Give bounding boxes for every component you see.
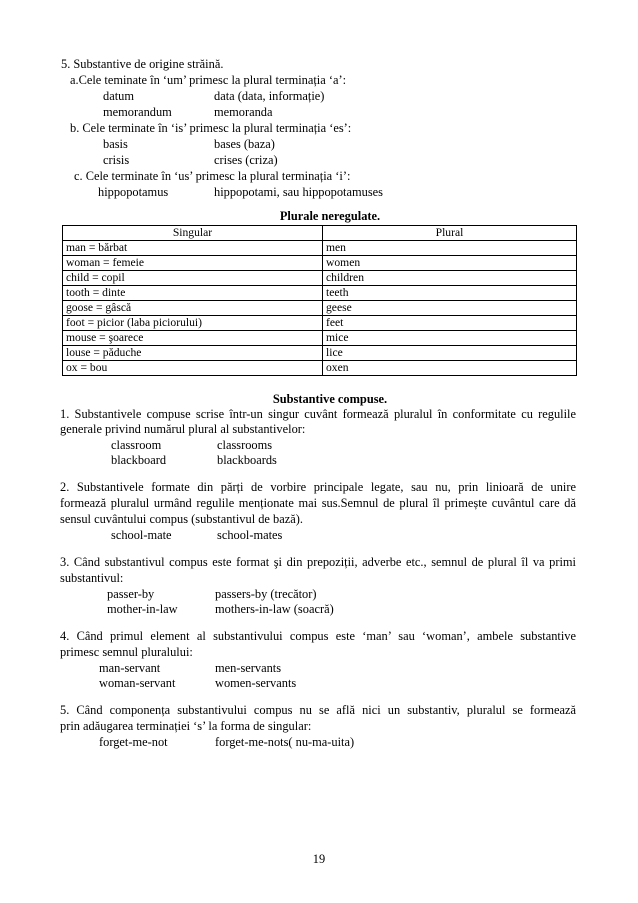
example-plural: bases (baza) <box>214 137 275 151</box>
subsection-b-title: b. Cele terminate în ‘is’ primesc la plural terminația ‘es’: <box>70 121 352 135</box>
table-row <box>63 301 577 316</box>
paragraph-4-line: 4. Când primul element al substantivului compus este ‘man’ sau ‘woman’, ambele substantive <box>60 629 576 643</box>
example-plural: men-servants <box>215 661 282 675</box>
cell-singular: goose = gâscă <box>63 301 323 316</box>
example-plural: women-servants <box>215 676 297 690</box>
cell-singular: tooth = dinte <box>63 286 323 301</box>
table-row <box>63 346 577 361</box>
example-plural: crises (criza) <box>214 153 278 167</box>
header-plural: Plural <box>323 226 577 241</box>
cell-plural: oxen <box>323 361 577 376</box>
example-singular: school-mate <box>111 528 172 542</box>
irregular-title: Plurale neregulate. <box>279 209 381 223</box>
paragraph-3-line: substantivul: <box>60 571 124 585</box>
example-plural: passers-by (trecător) <box>215 587 317 601</box>
example-plural: school-mates <box>217 528 283 542</box>
table-row <box>63 271 577 286</box>
page-number: 19 <box>312 852 326 866</box>
subsection-c-title: c. Cele terminate în ‘us’ primesc la plural terminația ‘i’: <box>74 169 351 183</box>
header-singular: Singular <box>63 226 323 241</box>
example-singular: woman-servant <box>99 676 176 690</box>
cell-plural: lice <box>323 346 577 361</box>
table-row <box>63 361 577 376</box>
cell-singular: foot = picior (laba piciorului) <box>63 316 323 331</box>
table-row <box>63 316 577 331</box>
cell-singular: man = bărbat <box>63 241 323 256</box>
paragraph-1-line: generale privind numărul plural al substantivelor: <box>60 422 306 436</box>
irregular-plurals-table <box>62 225 577 376</box>
paragraph-2-line: formează pluralul urmând regulile menționate mai sus.Semnul de plural îl primește cuvântul care dă <box>60 496 576 510</box>
cell-plural: feet <box>323 316 577 331</box>
cell-plural: geese <box>323 301 577 316</box>
cell-singular: woman = femeie <box>63 256 323 271</box>
table-row <box>63 286 577 301</box>
example-singular: classroom <box>111 438 162 452</box>
example-plural: hippopotami, sau hippopotamuses <box>214 185 383 199</box>
paragraph-5-line: prin adăugarea terminației ‘s’ la forma de singular: <box>60 719 312 733</box>
example-singular: passer-by <box>107 587 155 601</box>
paragraph-5-line: 5. Când componența substantivului compus nu se află nici un substantiv, pluralul se formează <box>60 703 576 717</box>
example-plural: classrooms <box>217 438 273 452</box>
example-singular: hippopotamus <box>98 185 169 199</box>
example-singular: memorandum <box>103 105 172 119</box>
table-row <box>63 241 577 256</box>
paragraph-2-line: sensul cuvântului compus (substantivul de bază). <box>60 512 303 526</box>
example-singular: mother-in-law <box>107 602 178 616</box>
example-singular: crisis <box>103 153 130 167</box>
cell-plural: teeth <box>323 286 577 301</box>
paragraph-4-line: primesc semnul pluralului: <box>60 645 193 659</box>
compound-title: Substantive compuse. <box>272 392 388 406</box>
example-plural: mothers-in-law (soacră) <box>215 602 334 616</box>
paragraph-3-line: 3. Când substantivul compus este format şi din prepoziții, adverbe etc., semnul de plural îl va primi <box>60 555 576 569</box>
table-row <box>63 256 577 271</box>
cell-singular: louse = păduche <box>63 346 323 361</box>
example-plural: data (data, informație) <box>214 89 325 103</box>
cell-plural: children <box>323 271 577 286</box>
cell-plural: men <box>323 241 577 256</box>
paragraph-2-line: 2. Substantivele formate din părți de vorbire principale legate, sau nu, prin linioară de unire <box>60 480 576 494</box>
example-singular: basis <box>103 137 128 151</box>
example-plural: memoranda <box>214 105 273 119</box>
example-singular: forget-me-not <box>99 735 168 749</box>
cell-singular: ox = bou <box>63 361 323 376</box>
subsection-a-title: a.Cele teminate în ‘um’ primesc la plural terminația ‘a’: <box>70 73 347 87</box>
cell-plural: mice <box>323 331 577 346</box>
section-heading: 5. Substantive de origine străină. <box>61 57 224 71</box>
cell-singular: child = copil <box>63 271 323 286</box>
cell-plural: women <box>323 256 577 271</box>
paragraph-1-line: 1. Substantivele compuse scrise într-un singur cuvânt formează pluralul în conformitate cu regulile <box>60 407 576 421</box>
example-singular: datum <box>103 89 134 103</box>
table-row <box>63 331 577 346</box>
example-plural: forget-me-nots( nu-ma-uita) <box>215 735 355 749</box>
example-plural: blackboards <box>217 453 277 467</box>
example-singular: blackboard <box>111 453 167 467</box>
table-header-row <box>63 226 577 241</box>
example-singular: man-servant <box>99 661 161 675</box>
cell-singular: mouse = şoarece <box>63 331 323 346</box>
